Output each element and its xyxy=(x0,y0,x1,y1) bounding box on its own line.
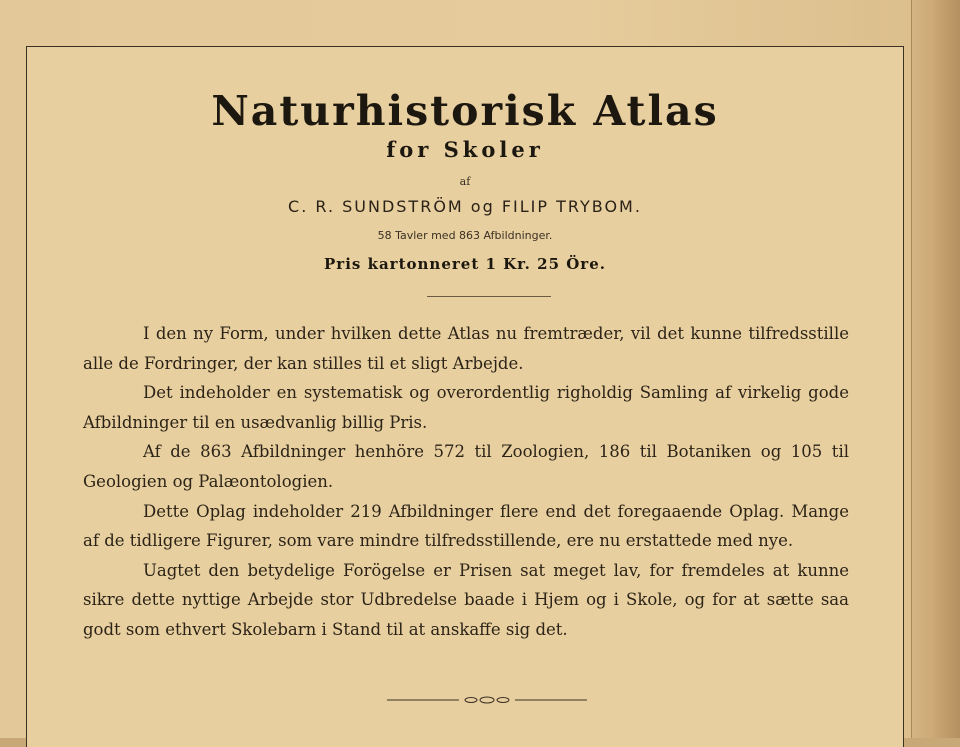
divider-rule xyxy=(427,296,551,297)
printed-page xyxy=(26,46,904,747)
page-edge-strip xyxy=(911,0,960,738)
paragraph: Det indeholder en systematisk og overordentlig righoldig Samling af virkelig gode Afbildninger til en usædvanlig billig Pris. xyxy=(83,383,849,432)
page-title: Naturhistorisk Atlas xyxy=(211,87,719,135)
plates-count: 58 Tavler med 863 Afbildninger. xyxy=(377,229,553,242)
paragraph: Uagtet den betydelige Forögelse er Prisen sat meget lav, for fremdeles at kunne sikre dette nyttige Arbejde stor Udbredelse baade i Hjem og i Skole, og for at sætte saa godt som ethvert Skolebarn i Stand til at anskaffe sig det. xyxy=(83,560,849,639)
ornament-divider xyxy=(387,695,587,705)
paragraph: I den ny Form, under hvilken dette Atlas nu fremtræder, vil det kunne tilfredsstille alle de Fordringer, der kan stilles til et sligt Arbejde. xyxy=(83,324,849,373)
by-line: af xyxy=(459,175,471,188)
paragraph: Af de 863 Afbildninger henhöre 572 til Zoologien, 186 til Botaniken og 105 til Geologien og Palæontologien. xyxy=(83,442,849,491)
paragraph: Dette Oplag indeholder 219 Afbildninger flere end det foregaaende Oplag. Mange af de tidligere Figurer, som vare mindre tilfredsstillende, ere nu erstattede med nye. xyxy=(83,501,849,551)
authors: C. R. SUNDSTRÖM og FILIP TRYBOM. xyxy=(288,197,642,216)
price-line: Pris kartonneret 1 Kr. 25 Öre. xyxy=(324,255,606,273)
page-subtitle: for Skoler xyxy=(386,137,544,162)
body-text xyxy=(83,319,849,645)
